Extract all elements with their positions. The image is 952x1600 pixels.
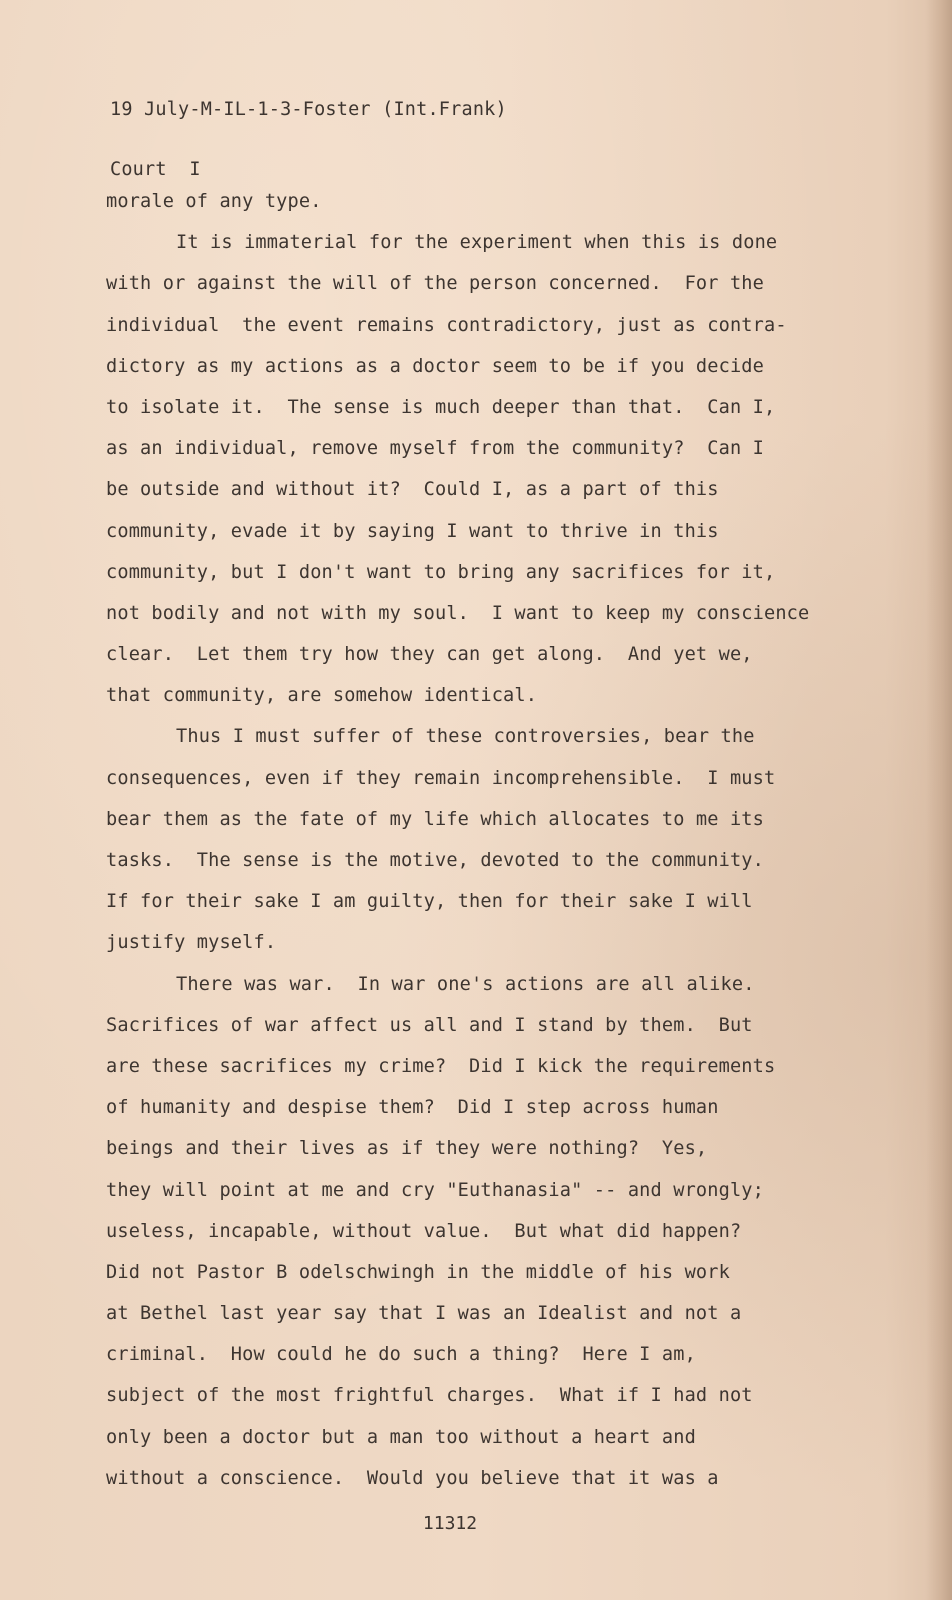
body-line: tasks. The sense is the motive, devoted to the community. [106,850,764,871]
body-line: dictory as my actions as a doctor seem to be if you decide [106,355,764,377]
body-line: criminal. How could he do such a thing? Here I am, [106,1344,696,1366]
body-line: morale of any type. [106,191,322,212]
body-line: without a conscience. Would you believe that it was a [106,1467,719,1489]
header-reference-line: 19 July-M-IL-1-3-Foster (Int.Frank) [110,99,507,120]
body-line: at Bethel last year say that I was an Idealist and not a [106,1303,742,1325]
body-line: they will point at me and cry "Euthanasia" -- and wrongly; [106,1179,764,1201]
body-line: community, evade it by saying I want to thrive in this [106,520,719,542]
body-line: clear. Let them try how they can get along. And yet we, [106,644,753,666]
paper-edge-wear [926,0,952,1600]
body-line: bear them as the fate of my life which allocates to me its [106,808,764,830]
body-line: be outside and without it? Could I, as a part of this [106,479,719,501]
body-line: of humanity and despise them? Did I step across human [106,1097,719,1119]
page-number: 11312 [422,1513,478,1534]
body-line: beings and their lives as if they were nothing? Yes, [106,1138,708,1160]
transcript-body [106,181,886,1499]
body-line: useless, incapable, without value. But what did happen? [106,1220,742,1242]
body-line: not bodily and not with my soul. I want to keep my conscience [106,602,810,624]
body-line: as an individual, remove myself from the community? Can I [106,438,764,460]
body-line: Sacrifices of war affect us all and I stand by them. But [106,1014,753,1036]
body-line: If for their sake I am guilty, then for their sake I will [106,891,753,913]
body-line: There was war. In war one's actions are all alike. [176,973,755,995]
body-line: consequences, even if they remain incomprehensible. I must [106,767,776,789]
body-line: community, but I don't want to bring any sacrifices for it, [106,561,776,583]
body-line: subject of the most frightful charges. What if I had not [106,1385,753,1407]
body-line: with or against the will of the person concerned. For the [106,273,764,295]
body-line: to isolate it. The sense is much deeper than that. Can I, [106,396,776,418]
body-line: Thus I must suffer of these controversies, bear the [176,726,755,748]
body-line: only been a doctor but a man too without a heart and [106,1426,696,1448]
body-line: that community, are somehow identical. [106,685,538,707]
header-court-line: Court I [110,159,201,180]
body-line: individual the event remains contradictory, just as contra- [106,314,787,336]
body-line: justify myself. [106,932,277,954]
body-line: Did not Pastor B odelschwingh in the middle of his work [106,1261,730,1283]
body-line: It is immaterial for the experiment when this is done [176,232,778,254]
body-line: are these sacrifices my crime? Did I kick the requirements [106,1055,776,1077]
